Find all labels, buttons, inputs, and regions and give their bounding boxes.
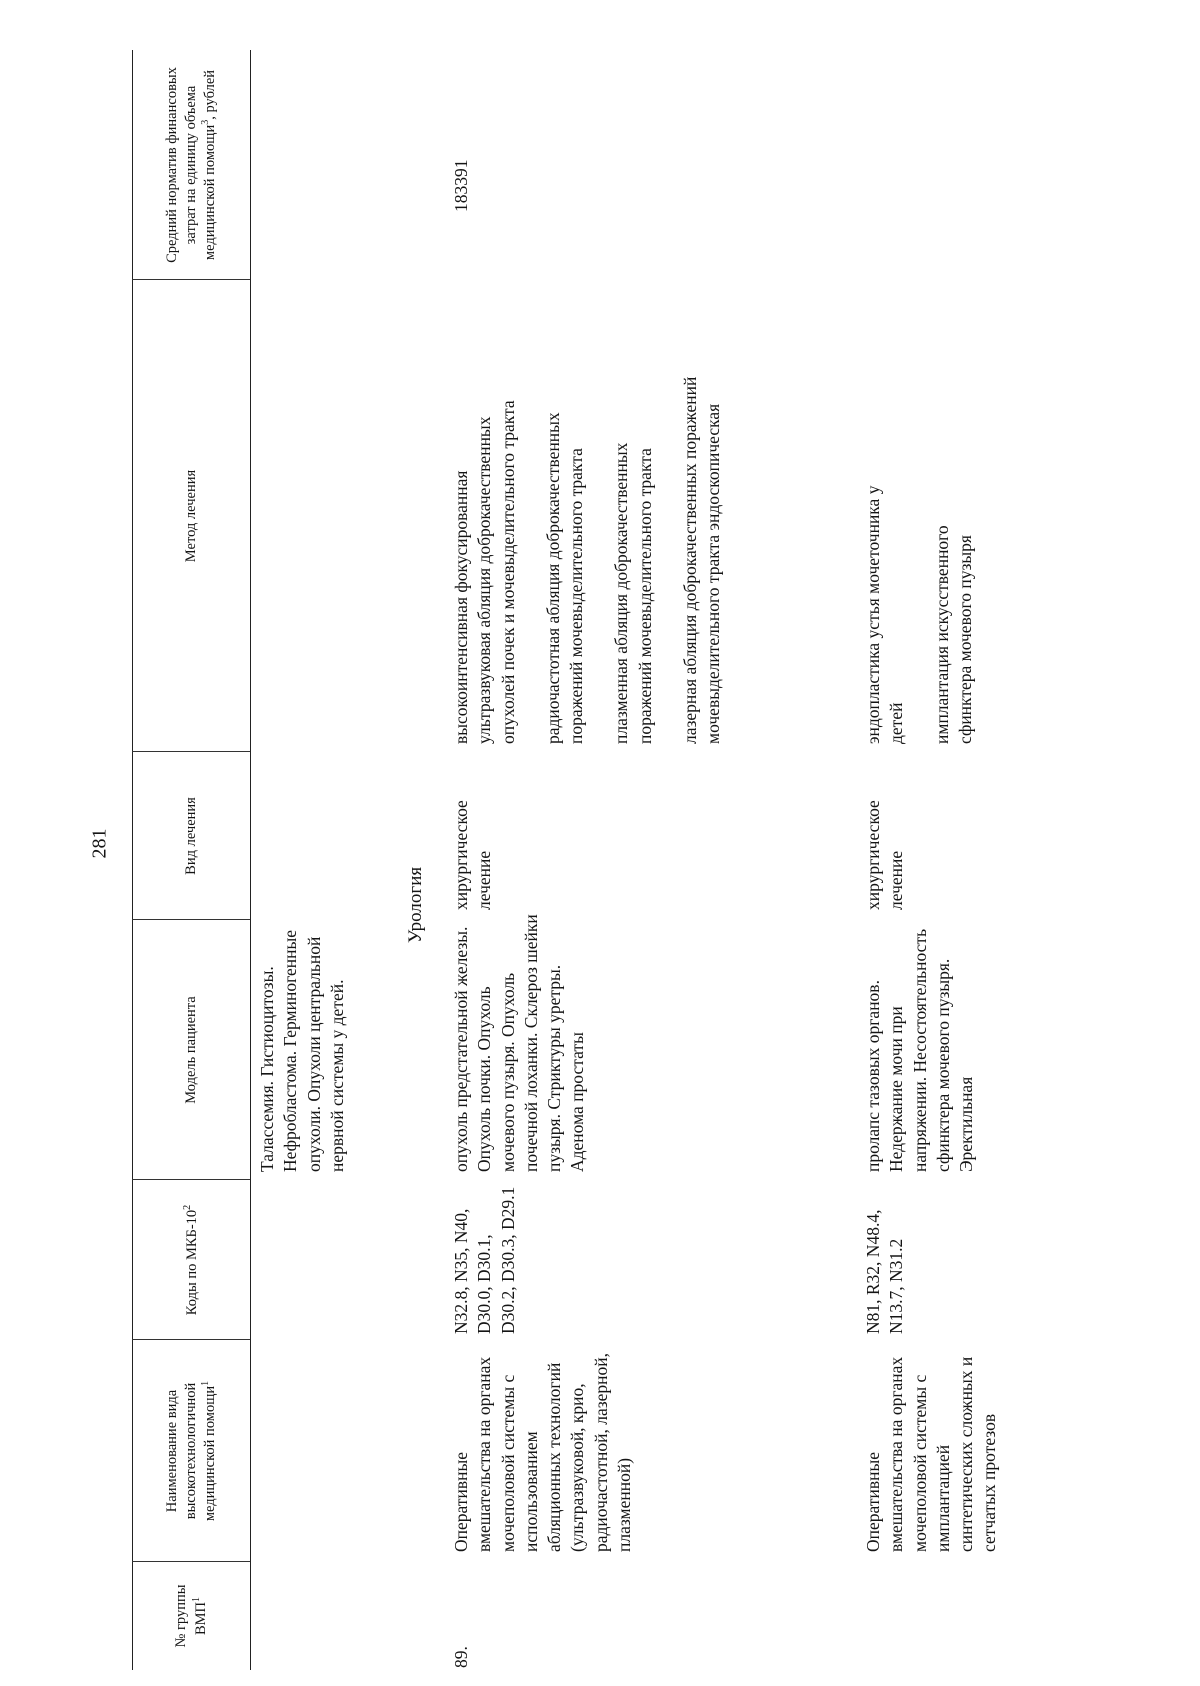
continuation-patient-model: Талассемия. Гистиоцитозы. Нефробластома. Герминогенные опухоли. Опухоли центральной нервной системы у детей. [257,929,347,1172]
row-89-icd-codes: N32.8, N35, N40, D30.0, D30.1, D30.2, D30.3, D29.1 [451,1186,518,1334]
treatment-method-item: высокоинтенсивная фокусированная ультразвуковая абляция доброкачественных опухолей почек и мочевыделительного тракта [451,400,518,744]
treatment-method-item: лазерная абляция доброкачественных поражений мочевыделительного тракта эндоскопическая [679,376,724,744]
row-implant-patient-model: пролапс тазовых органов. Недержание мочи при напряжении. Несостоятельность сфинктера мочевого пузыря. Эректильная [863,928,977,1172]
row-implant-treatment-methods [862,444,999,744]
header-average-cost [132,50,250,280]
header-vmp-name-text: Наименование вида высокотехнологичной медицинской помощи [164,1382,218,1522]
header-patient-model-text: Модель пациента [182,996,199,1104]
header-treatment-type-text: Вид лечения [182,797,199,875]
row-implant-icd-codes: N81, R32, N48.4, N13.7, N31.2 [863,1209,907,1334]
header-group-number-text: № группы ВМП [173,1584,209,1648]
treatment-method-item: радиочастотная абляция доброкачественных поражений мочевыделительного тракта [542,412,587,744]
treatment-method-item: имплантация искусственного сфинктера мочевого пузыря [931,525,975,744]
table-header [132,50,250,1670]
rotated-page [132,50,1200,1670]
row-89-treatment-methods [450,364,747,744]
header-average-cost-unit: , рублей [201,69,218,120]
header-treatment-type [132,752,250,920]
header-icd-codes [132,1180,250,1340]
row-89-treatment-type: хирургическое лечение [451,800,495,910]
treatment-method-item: эндопластика устья мочеточника у детей [863,485,907,744]
header-icd-codes-text: Коды по МКБ-10 [183,1209,200,1316]
row-implant-treatment-type: хирургическое лечение [863,800,907,910]
header-patient-model [132,920,250,1180]
header-treatment-method-text: Метод лечения [182,469,199,563]
footnote-mark: 1 [199,1380,211,1386]
section-title: Урология [405,866,426,944]
header-vmp-name [132,1340,250,1562]
treatment-method-item: плазменная абляция доброкачественных поражений мочевыделительного тракта [611,442,655,744]
footnote-mark: 2 [181,1204,193,1210]
row-implant-vmp-name: Оперативные вмешательства на органах мочеполовой системы с имплантацией синтетических сложных и сетчатых протезов [863,1356,1000,1552]
header-treatment-method [132,280,250,752]
header-bottom-rule [250,50,251,1670]
row-89-vmp-name: Оперативные вмешательства на органах мочеполовой системы с использованием абляционных технологий (ультразвуковой, крио, радиочастотной, лазерной, плазменной) [451,1352,634,1552]
header-group-number [132,1562,250,1670]
vmp-table [132,50,1200,1670]
row-89-average-cost: 183391 [451,159,471,212]
row-89-patient-model: опухоль предстательной железы. Опухоль почки. Опухоль мочевого пузыря. Опухоль почечной лоханки. Склероз шейки пузыря. Стриктуры уретры. Аденома простаты [451,914,588,1172]
footnote-mark: 3 [199,119,211,125]
row-89-group-number: 89. [451,1646,471,1668]
footnote-mark: 1 [190,1596,202,1602]
header-average-cost-text: Средний норматив финансовых затрат на единицу объема медицинской помощи [164,67,218,263]
page-number: 281 [88,828,111,859]
